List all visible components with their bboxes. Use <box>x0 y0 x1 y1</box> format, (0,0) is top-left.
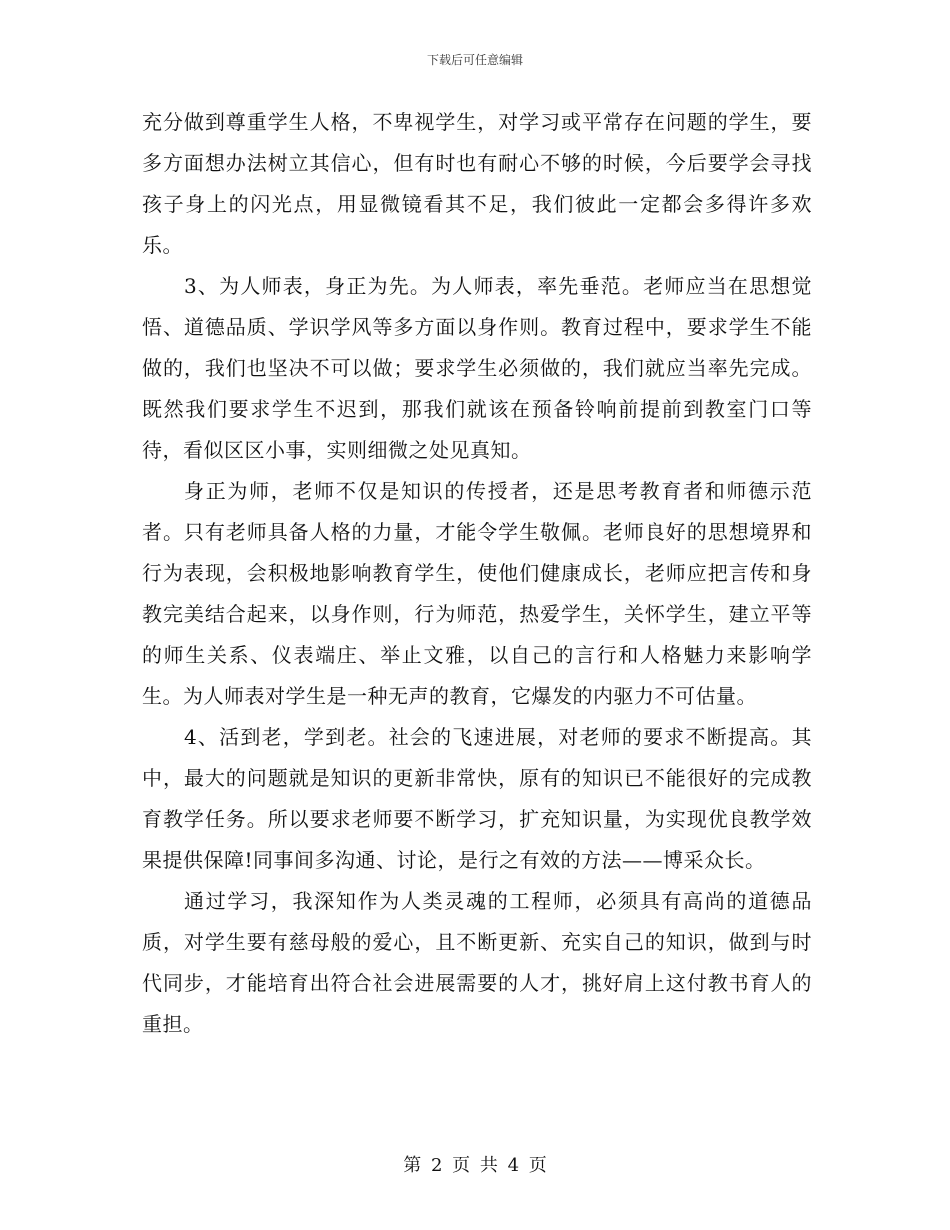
paragraph-point-3: 3、为人师表，身正为先。为人师表，率先垂范。老师应当在思想觉悟、道德品质、学识学风等多方面以身作则。教育过程中，要求学生不能做的，我们也坚决不可以做；要求学生必须做的，我们就应当率先完成。既然我们要求学生不迟到，那我们就该在预备铃响前提前到教室门口等待，看似区区小事，实则细微之处见真知。 <box>142 274 812 462</box>
document-body <box>142 102 812 1045</box>
paragraph-role-model: 身正为师，老师不仅是知识的传授者，还是思考教育者和师德示范者。只有老师具备人格的力量，才能令学生敬佩。老师良好的思想境界和行为表现，会积极地影响教育学生，使他们健康成长，老师应把言传和身教完美结合起来，以身作则，行为师范，热爱学生，关怀学生，建立平等的师生关系、仪表端庄、举止文雅，以自己的言行和人格魅力来影响学生。为人师表对学生是一种无声的教育，它爆发的内驱力不可估量。 <box>142 479 812 708</box>
page-number: 第 2 页 共 4 页 <box>403 1155 547 1176</box>
paragraph-point-4: 4、活到老，学到老。社会的飞速进展，对老师的要求不断提高。其中，最大的问题就是知识的更新非常快，原有的知识已不能很好的完成教育教学任务。所以要求老师要不断学习，扩充知识量，为实现优良教学效果提供保障!同事间多沟通、讨论，是行之有效的方法——博采众长。 <box>142 725 812 872</box>
page-header: 下载后可任意编辑 <box>426 53 523 67</box>
paragraph-continuation: 充分做到尊重学生人格，不卑视学生，对学习或平常存在问题的学生，要多方面想办法树立其信心，但有时也有耐心不够的时候，今后要学会寻找孩子身上的闪光点，用显微镜看其不足，我们彼此一定都会多得许多欢乐。 <box>142 110 812 257</box>
paragraph-conclusion: 通过学习，我深知作为人类灵魂的工程师，必须具有高尚的道德品质，对学生要有慈母般的爱心，且不断更新、充实自己的知识，做到与时代同步，才能培育出符合社会进展需要的人才，挑好肩上这付教书育人的重担。 <box>142 889 812 1036</box>
